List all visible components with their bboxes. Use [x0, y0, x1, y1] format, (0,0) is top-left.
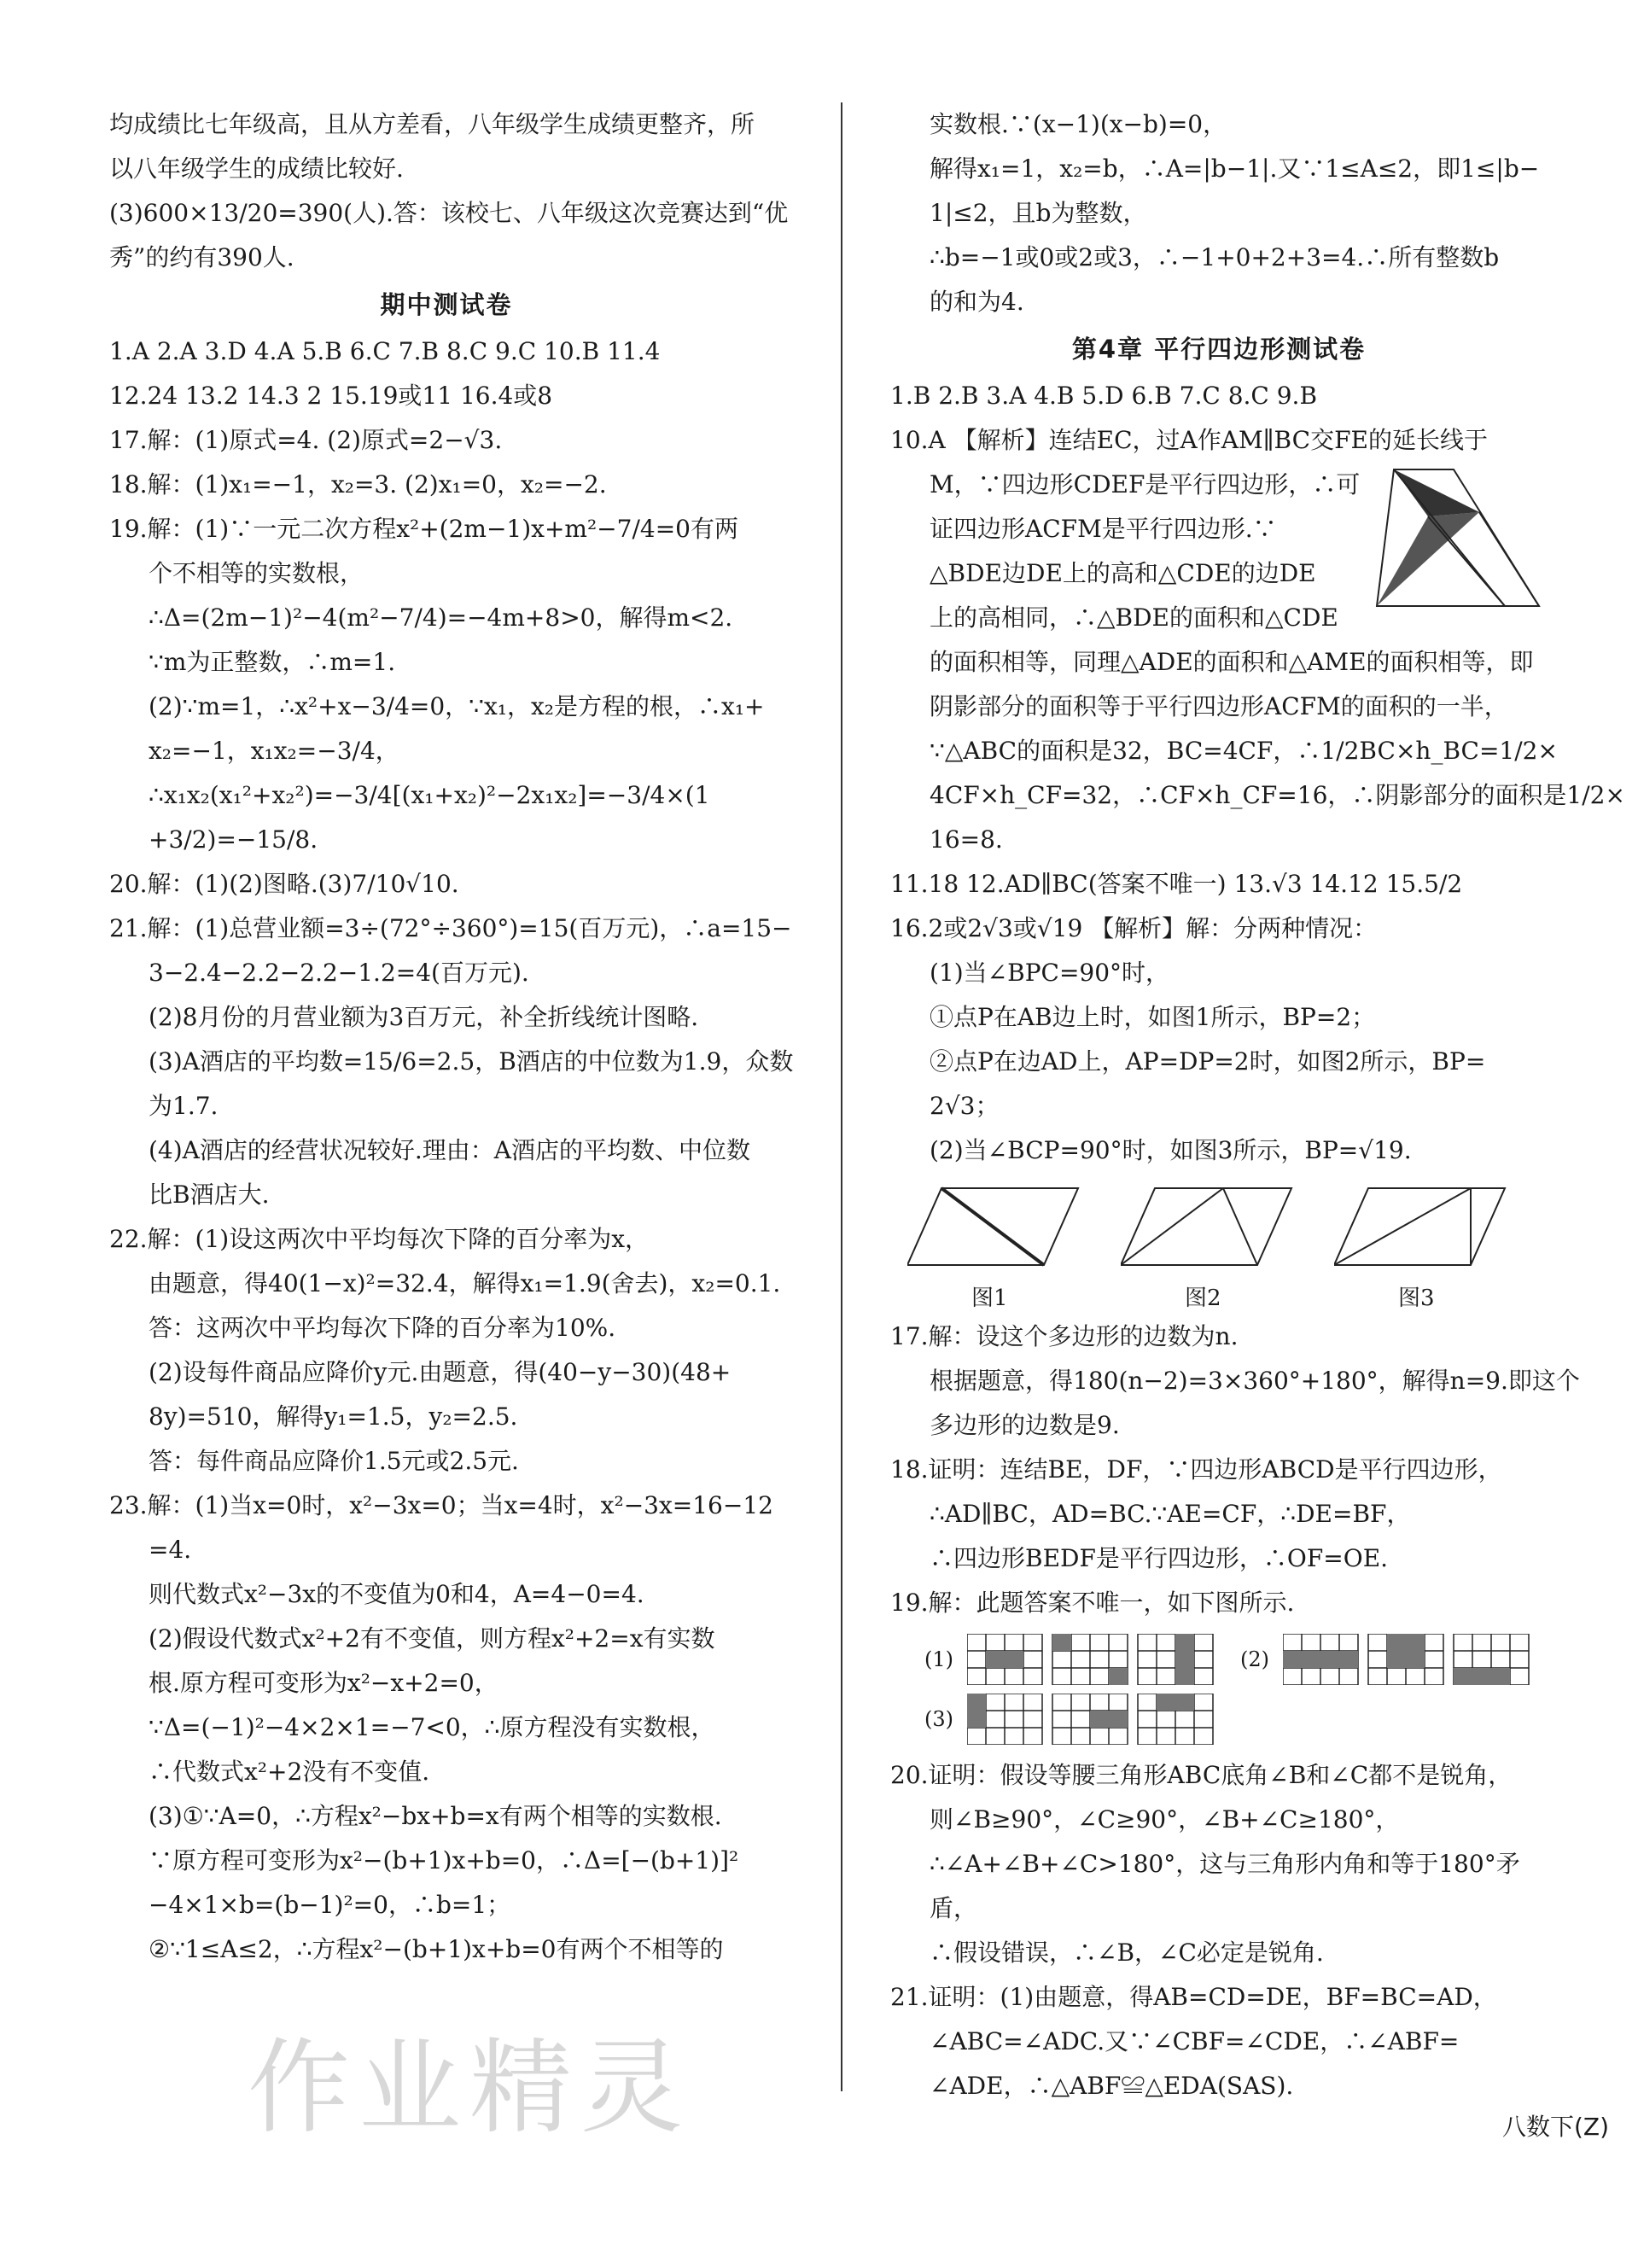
text-line: ∴Δ=(2m−1)²−4(m²−7/4)=−4m+8>0，解得m<2.	[149, 603, 733, 632]
text-line: (2)当∠BCP=90°时，如图3所示，BP=√19.	[930, 1136, 1412, 1164]
parallelogram-fig2	[1121, 1180, 1309, 1282]
text-line: (2)假设代数式x²+2有不变值，则方程x²+2=x有实数	[149, 1624, 715, 1653]
text-line: 比B酒店大.	[149, 1181, 270, 1209]
text-line: 12.24 13.2 14.3 2 15.19或11 16.4或8	[109, 382, 553, 410]
text-line: 19.解：此题答案不唯一，如下图所示.	[890, 1589, 1295, 1617]
text-line: 由题意，得40(1−x)²=32.4，解得x₁=1.9(舍去)，x₂=0.1.	[149, 1269, 781, 1297]
watermark: 作业精灵	[248, 2029, 691, 2148]
text-line: (2)8月份的月营业额为3百万元，补全折线统计图略.	[149, 1003, 699, 1031]
text-line: ∠ADE，∴△ABF≌△EDA(SAS).	[930, 2072, 1294, 2100]
right-column	[890, 102, 1625, 2108]
parallelogram-figures	[890, 1180, 1548, 1311]
text-line: 21.解：(1)总营业额=3÷(72°÷360°)=15(百万元)，∴a=15−	[109, 914, 792, 942]
text-line: 1.B 2.B 3.A 4.B 5.D 6.B 7.C 8.C 9.B	[890, 382, 1318, 410]
text-line: 则代数式x²−3x的不变值为0和4，A=4−0=4.	[149, 1580, 644, 1608]
text-line: 盾，	[930, 1894, 978, 1922]
text-line: 为1.7.	[149, 1092, 219, 1120]
figure-caption: 图1	[971, 1286, 1008, 1311]
text-line: (4)A酒店的经营状况较好.理由：A酒店的平均数、中位数	[149, 1136, 751, 1164]
grid-label: (3)	[924, 1707, 953, 1731]
text-line: 阴影部分的面积等于平行四边形ACFM的面积的一半，	[930, 692, 1508, 720]
text-line: 答：这两次中平均每次下降的百分率为10%.	[149, 1314, 616, 1342]
left-column	[109, 102, 794, 1972]
page-footer: 八数下(Z)	[1502, 2113, 1610, 2141]
text-line: ∠ABC=∠ADC.又∵∠CBF=∠CDE，∴∠ABF=	[930, 2027, 1460, 2055]
text-line: 17.解：(1)原式=4. (2)原式=2−√3.	[109, 426, 503, 454]
text-line: ∴x₁x₂(x₁²+x₂²)=−3/4[(x₁+x₂)²−2x₁x₂]=−3/4×(1	[149, 781, 710, 809]
text-line: 实数根.∵(x−1)(x−b)=0，	[930, 110, 1227, 138]
text-line: (3)①∵A=0，∴方程x²−bx+b=x有两个相等的实数根.	[149, 1802, 722, 1830]
text-line: 22.解：(1)设这两次中平均每次下降的百分率为x，	[109, 1225, 649, 1253]
text-line: 以八年级学生的成绩比较好.	[109, 155, 404, 183]
parallelogram-fig3	[1334, 1180, 1522, 1282]
text-line: 2√3；	[930, 1092, 1000, 1120]
text-line: ∴b=−1或0或2或3，∴−1+0+2+3=4.∴所有整数b	[930, 243, 1500, 271]
text-line: ∴AD∥BC，AD=BC.∵AE=CF，∴DE=BF，	[930, 1500, 1411, 1528]
text-line: 答：每件商品应降价1.5元或2.5元.	[149, 1447, 519, 1475]
text-line: 17.解：设这个多边形的边数为n.	[890, 1322, 1239, 1350]
grid-figure	[967, 1634, 1215, 1685]
text-line: 4CF×h_CF=32，∴CF×h_CF=16，∴阴影部分的面积是1/2×	[930, 781, 1625, 809]
grid-row-1-2	[924, 1634, 1548, 1685]
q10-figure	[1360, 452, 1548, 623]
text-line: ∴四边形BEDF是平行四边形，∴OF=OE.	[930, 1544, 1389, 1572]
text-line: −4×1×b=(b−1)²=0，∴b=1；	[149, 1891, 511, 1919]
text-line: 的和为4.	[930, 288, 1024, 316]
text-line: ∵原方程可变形为x²−(b+1)x+b=0，∴Δ=[−(b+1)]²	[149, 1846, 739, 1874]
text-line: 10.A 【解析】连结EC，过A作AM∥BC交FE的延长线于	[890, 426, 1488, 454]
text-line: 个不相等的实数根，	[149, 559, 364, 587]
text-line: 解得x₁=1，x₂=b，∴A=|b−1|.又∵1≤A≤2，即1≤|b−	[930, 155, 1540, 183]
text-line: (2)设每件商品应降价y元.由题意，得(40−y−30)(48+	[149, 1358, 732, 1386]
text-line: 证四边形ACFM是平行四边形.∵	[930, 515, 1277, 543]
text-line: ①点P在AB边上时，如图1所示，BP=2；	[930, 1003, 1376, 1031]
text-line: ∴∠A+∠B+∠C>180°，这与三角形内角和等于180°矛	[930, 1850, 1520, 1878]
text-line: 秀”的约有390人.	[109, 243, 294, 271]
grid-figure	[967, 1694, 1215, 1745]
text-line: 16.2或2√3或√19 【解析】解：分两种情况：	[890, 914, 1378, 942]
parallelogram-fig1	[907, 1180, 1095, 1282]
text-line: (3)600×13/20=390(人).答：该校七、八年级这次竞赛达到“优	[109, 199, 789, 227]
grid-label: (1)	[924, 1647, 953, 1671]
text-line: 则∠B≥90°，∠C≥90°，∠B+∠C≥180°，	[930, 1805, 1400, 1834]
text-line: (3)A酒店的平均数=15/6=2.5，B酒店的中位数为1.9，众数	[149, 1047, 794, 1076]
grid-label: (2)	[1240, 1647, 1269, 1671]
text-line: 16=8.	[930, 825, 1003, 854]
text-line: 18.证明：连结BE，DF，∵四边形ABCD是平行四边形，	[890, 1455, 1502, 1484]
text-line: 根据题意，得180(n−2)=3×360°+180°，解得n=9.即这个	[930, 1367, 1580, 1395]
column-divider	[841, 102, 842, 2091]
text-line: 上的高相同，∴△BDE的面积和△CDE	[930, 603, 1338, 632]
text-line: △BDE边DE上的高和△CDE的边DE	[930, 559, 1316, 587]
figure-caption: 图2	[1185, 1286, 1221, 1311]
text-line: ∵m为正整数，∴m=1.	[149, 648, 396, 676]
text-line: (1)当∠BPC=90°时，	[930, 959, 1170, 987]
text-line: ②点P在边AD上，AP=DP=2时，如图2所示，BP=	[930, 1047, 1486, 1076]
text-line: 8y)=510，解得y₁=1.5，y₂=2.5.	[149, 1402, 518, 1431]
text-line: 20.解：(1)(2)图略.(3)7/10√10.	[109, 870, 459, 898]
text-line: =4.	[149, 1536, 192, 1564]
text-line: 18.解：(1)x₁=−1，x₂=3. (2)x₁=0，x₂=−2.	[109, 470, 607, 498]
text-line: +3/2)=−15/8.	[149, 825, 318, 854]
text-line: ∴假设错误，∴∠B，∠C必定是锐角.	[930, 1939, 1324, 1967]
text-line: 19.解：(1)∵一元二次方程x²+(2m−1)x+m²−7/4=0有两	[109, 515, 738, 543]
text-line: 均成绩比七年级高，且从方差看，八年级学生成绩更整齐，所	[109, 110, 755, 138]
text-line: 20.证明：假设等腰三角形ABC底角∠B和∠C都不是锐角，	[890, 1761, 1513, 1789]
grid-row-3	[924, 1694, 1548, 1745]
text-line: 3−2.4−2.2−2.2−1.2=4(百万元).	[149, 959, 529, 987]
text-line: 23.解：(1)当x=0时，x²−3x=0；当x=4时，x²−3x=16−12	[109, 1491, 773, 1519]
text-line: (2)∵m=1，∴x²+x−3/4=0，∵x₁，x₂是方程的根，∴x₁+	[149, 692, 765, 720]
text-line: 多边形的边数是9.	[930, 1411, 1120, 1439]
text-line: ②∵1≤A≤2，∴方程x²−(b+1)x+b=0有两个不相等的	[149, 1935, 724, 1963]
text-line: ∵△ABC的面积是32，BC=4CF，∴1/2BC×h_BC=1/2×	[930, 737, 1558, 765]
text-line: 1|≤2，且b为整数，	[930, 199, 1147, 227]
figure-caption: 图3	[1398, 1286, 1435, 1311]
text-line: 21.证明：(1)由题意，得AB=CD=DE，BF=BC=AD，	[890, 1983, 1497, 2011]
text-line: 根.原方程可变形为x²−x+2=0，	[149, 1669, 498, 1697]
section-heading: 期中测试卷	[380, 290, 513, 319]
text-line: ∴代数式x²+2没有不变值.	[149, 1758, 430, 1786]
text-line: x₂=−1，x₁x₂=−3/4，	[149, 737, 399, 765]
q10-block	[890, 418, 1548, 640]
text-line: 的面积相等，同理△ADE的面积和△AME的面积相等，即	[930, 648, 1534, 676]
text-line: ∵Δ=(−1)²−4×2×1=−7<0，∴原方程没有实数根，	[149, 1713, 715, 1741]
text-line: 1.A 2.A 3.D 4.A 5.B 6.C 7.B 8.C 9.C 10.B 11.4	[109, 337, 661, 365]
text-line: M，∵四边形CDEF是平行四边形，∴可	[930, 470, 1361, 498]
text-line: 11.18 12.AD∥BC(答案不唯一) 13.√3 14.12 15.5/2	[890, 870, 1463, 898]
grid-figure	[1283, 1634, 1530, 1685]
section-heading: 第4章 平行四边形测试卷	[1071, 335, 1367, 364]
